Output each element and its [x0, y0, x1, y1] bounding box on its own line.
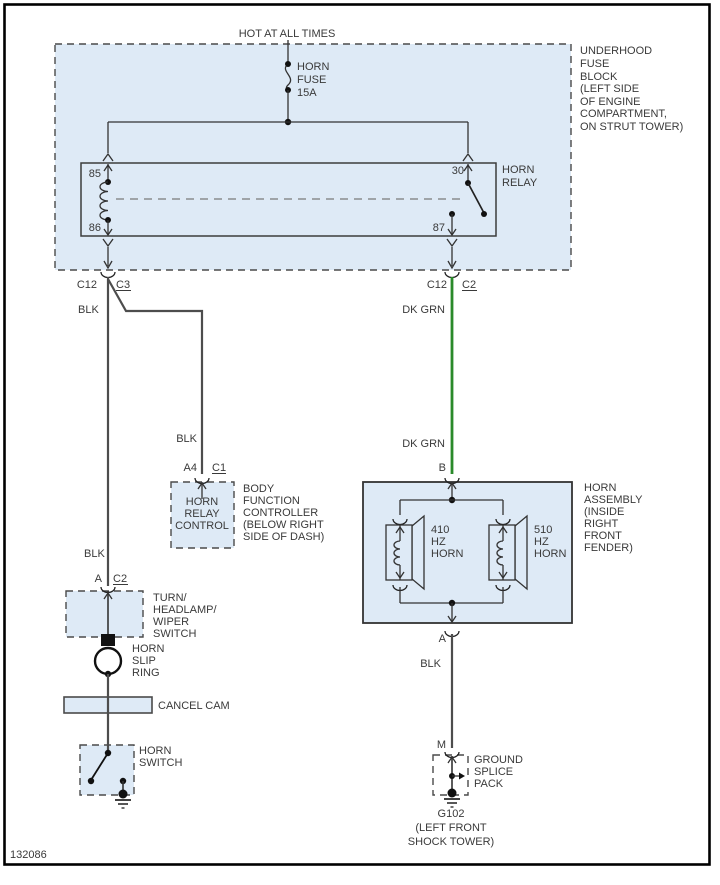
bfc-box-label: RELAY — [184, 508, 220, 520]
slip-ring-contact-block — [101, 634, 115, 646]
horn-510-label: HZ — [534, 536, 549, 548]
hot-at-all-times-label: HOT AT ALL TIMES — [238, 28, 336, 40]
wire-color-label: BLK — [420, 658, 441, 670]
wire-color-label: BLK — [78, 304, 99, 316]
slip-ring-name: HORN — [132, 643, 165, 655]
bfc-name: FUNCTION — [243, 495, 300, 507]
bfc-name: (BELOW RIGHT — [243, 519, 324, 531]
ground-splice-name: SPLICE — [474, 766, 514, 778]
horn-switch-name: SWITCH — [139, 757, 183, 769]
fuse-block-location: OF ENGINE — [580, 96, 641, 108]
left-exit-connector: C3 — [116, 279, 131, 291]
bfc-box-label: HORN — [185, 496, 219, 508]
horn-switch-name: HORN — [139, 745, 172, 757]
ground-pin-m: M — [436, 739, 446, 751]
fuse-label: 15A — [297, 87, 317, 99]
right-exit-pin: C12 — [426, 279, 447, 291]
ground-location: SHOCK TOWER) — [407, 836, 495, 848]
turn-switch-connector: C2 — [113, 573, 128, 585]
fuse-label: HORN — [297, 61, 330, 73]
fuse-block-location: ON STRUT TOWER) — [580, 121, 684, 133]
fuse-block-location: COMPARTMENT, — [580, 108, 667, 120]
connector-cup — [445, 272, 459, 278]
horn-410-label: 410 — [431, 524, 450, 536]
ground-splice-name: PACK — [474, 778, 504, 790]
ground-terminal-dot — [448, 789, 457, 798]
horn-slip-ring-symbol — [95, 648, 121, 674]
connector-cup — [101, 272, 115, 278]
ground-symbol — [444, 799, 460, 807]
fuse-label: FUSE — [297, 74, 327, 86]
horn-510-label: 510 — [534, 524, 553, 536]
left-exit-pin: C12 — [76, 279, 97, 291]
relay-label: RELAY — [502, 177, 538, 189]
bfc-name: SIDE OF DASH) — [243, 531, 325, 543]
relay-label: HORN — [502, 164, 535, 176]
fuse-block-location: BLOCK — [580, 71, 618, 83]
horn-assembly-name: (INSIDE — [584, 506, 625, 518]
turn-switch-pin: A — [94, 573, 102, 585]
horn-510-label: HORN — [534, 548, 567, 560]
slip-ring-name: SLIP — [132, 655, 156, 667]
relay-pin-85: 85 — [88, 168, 101, 180]
ground-location: (LEFT FRONT — [415, 822, 487, 834]
ground-terminal-dot — [119, 790, 128, 799]
horn-assembly-name: RIGHT — [584, 518, 619, 530]
horn-assembly-name: HORN — [584, 482, 617, 494]
wire-color-label: BLK — [176, 433, 197, 445]
horn-assembly-name: ASSEMBLY — [584, 494, 643, 506]
bfc-pin: A4 — [183, 462, 197, 474]
relay-pin-86: 86 — [88, 222, 101, 234]
turn-switch-name: WIPER — [153, 616, 190, 628]
horn-410-label: HORN — [431, 548, 464, 560]
horn-assembly-name: FRONT — [584, 530, 622, 542]
doc-number: 132086 — [10, 849, 47, 861]
bfc-name: BODY — [243, 483, 275, 495]
ground-id: G102 — [437, 808, 465, 820]
cancel-cam-label: CANCEL CAM — [158, 700, 230, 712]
turn-switch-name: HEADLAMP/ — [153, 604, 217, 616]
relay-pin-87: 87 — [432, 222, 445, 234]
bfc-box-label: CONTROL — [175, 520, 229, 532]
wire-color-label: BLK — [84, 548, 105, 560]
fuse-block-location: FUSE — [580, 58, 610, 70]
horn-assembly-pin-a: A — [438, 633, 446, 645]
relay-pin-30: 30 — [451, 165, 464, 177]
ground-splice-name: GROUND — [474, 754, 523, 766]
turn-switch-name: TURN/ — [153, 592, 187, 604]
right-circuit-wires — [445, 277, 459, 500]
turn-switch-name: SWITCH — [153, 628, 197, 640]
slip-ring-name: RING — [132, 667, 160, 679]
horn-assembly-name: FENDER) — [584, 542, 633, 554]
fuse-block-location: UNDERHOOD — [580, 45, 653, 57]
wire-color-label: DK GRN — [402, 304, 445, 316]
bfc-connector: C1 — [212, 462, 227, 474]
right-exit-connector: C2 — [462, 279, 477, 291]
horn-assembly-pin-b: B — [438, 462, 446, 474]
ground-symbol — [115, 800, 131, 808]
fuse-block-location: (LEFT SIDE — [580, 83, 640, 95]
wire-color-label: DK GRN — [402, 438, 445, 450]
horn-410-label: HZ — [431, 536, 446, 548]
bfc-name: CONTROLLER — [243, 507, 319, 519]
